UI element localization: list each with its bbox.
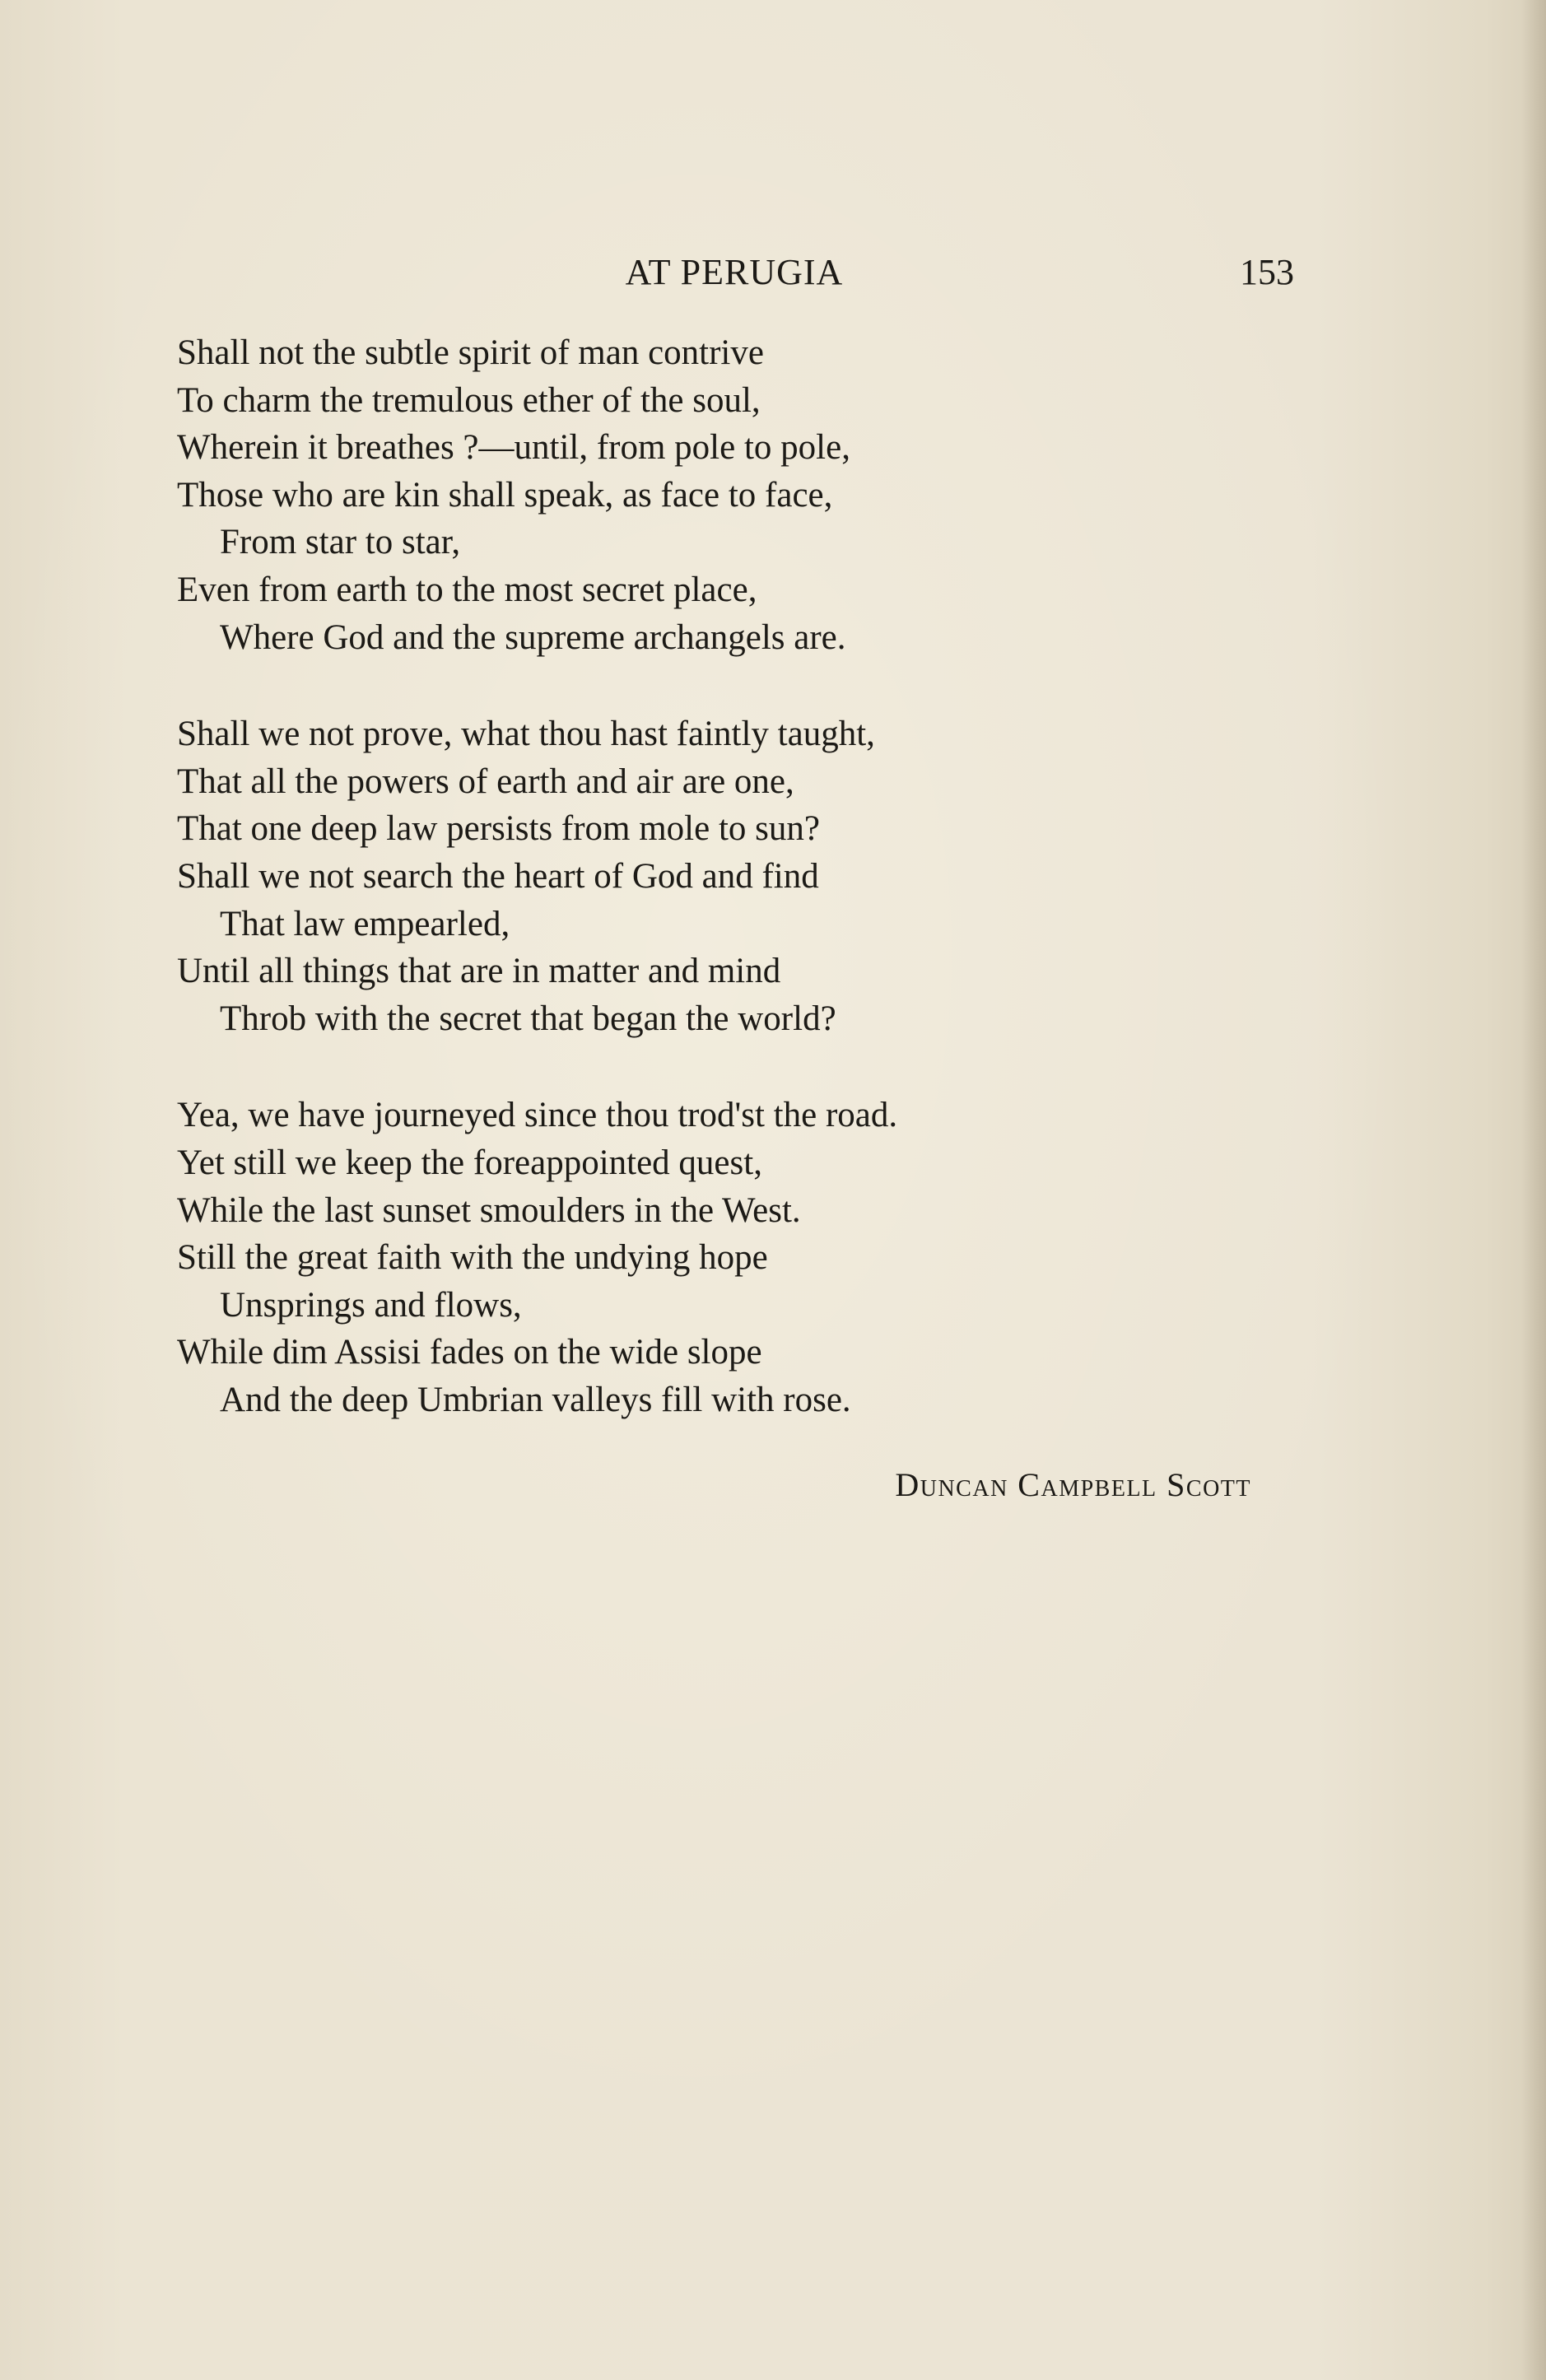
poem-line: Even from earth to the most secret place, xyxy=(177,570,757,609)
poem-line: Shall we not search the heart of God and find xyxy=(177,856,819,896)
stanza-2 xyxy=(177,710,1165,1042)
poem-line-indented: That law empearled, xyxy=(220,904,510,943)
stanza-3 xyxy=(177,1092,1165,1423)
poem-line-indented: Unsprings and flows, xyxy=(220,1285,522,1325)
poem-line-indented: Throb with the secret that began the world? xyxy=(220,999,836,1038)
poem-line: Yea, we have journeyed since thou trod'st the road. xyxy=(177,1096,898,1135)
poem-line: Shall we not prove, what thou hast faintly taught, xyxy=(177,715,875,754)
poem-line: While dim Assisi fades on the wide slope xyxy=(177,1333,762,1372)
poem-line-indented: And the deep Umbrian valleys fill with rose. xyxy=(220,1380,851,1419)
author-signature: Duncan Campbell Scott xyxy=(895,1466,1251,1503)
poem-line-indented: Where God and the supreme archangels are. xyxy=(220,617,846,657)
poem-line: That all the powers of earth and air are one, xyxy=(177,762,794,801)
poem-line: That one deep law persists from mole to sun? xyxy=(177,809,820,849)
poem-line: Shall not the subtle spirit of man contrive xyxy=(177,333,764,372)
page-edge-shadow xyxy=(1521,0,1546,2380)
running-head xyxy=(175,251,1294,300)
poem xyxy=(177,329,1165,1473)
stanza-1 xyxy=(177,329,1165,661)
poem-line: Until all things that are in matter and mind xyxy=(177,952,781,991)
poem-line-indented: From star to star, xyxy=(220,523,461,562)
poem-line: While the last sunset smoulders in the West. xyxy=(177,1190,801,1230)
poem-line: To charm the tremulous ether of the soul, xyxy=(177,380,761,420)
poem-line: Yet still we keep the foreappointed quest, xyxy=(177,1143,762,1182)
poem-line: Those who are kin shall speak, as face to face, xyxy=(177,475,833,515)
running-title: AT PERUGIA xyxy=(625,252,844,292)
page-number: 153 xyxy=(1240,252,1294,292)
poem-line: Still the great faith with the undying hope xyxy=(177,1238,768,1278)
poem-line: Wherein it breathes ?—until, from pole to pole, xyxy=(177,428,850,468)
